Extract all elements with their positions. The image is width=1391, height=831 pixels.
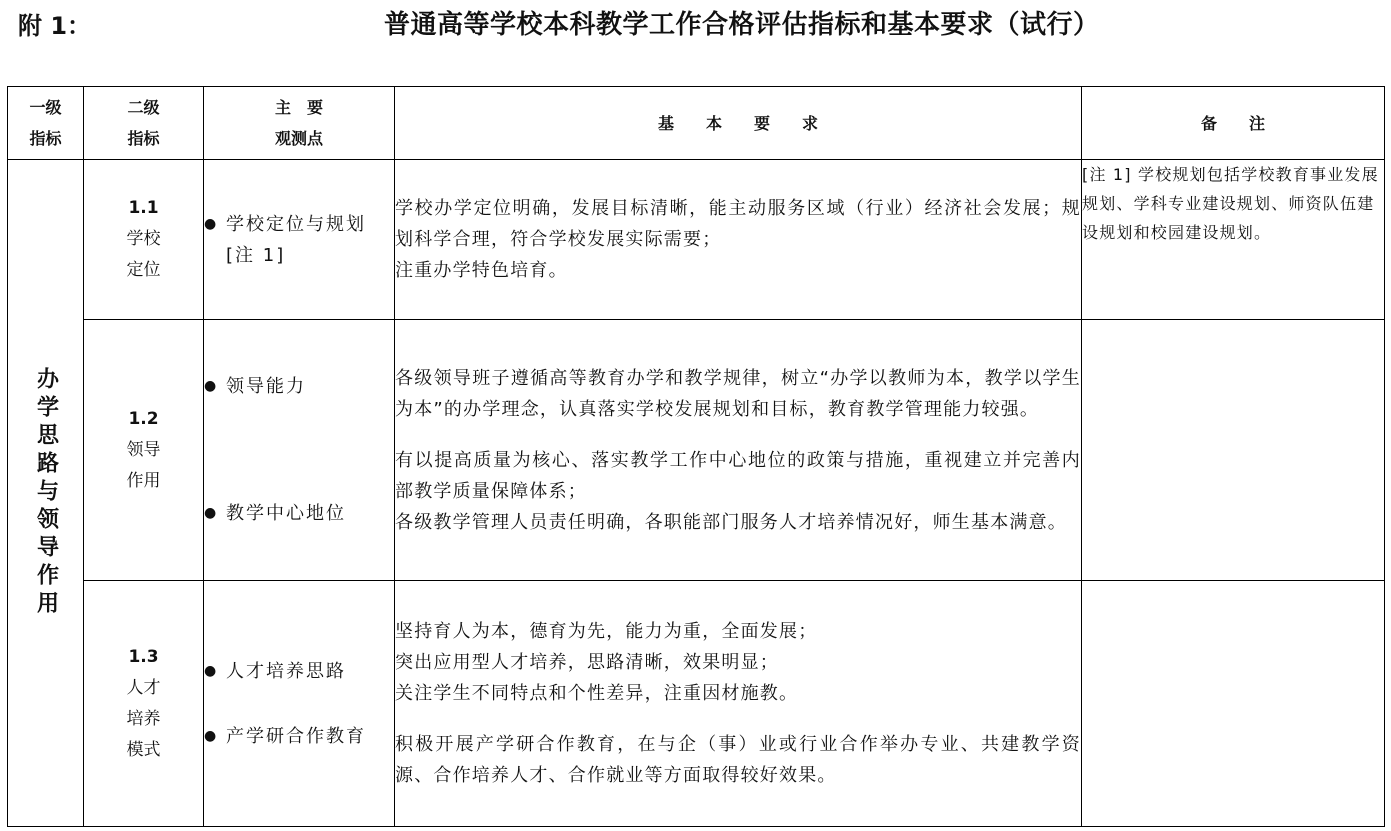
indicator-table [7,86,1385,827]
bullet-icon: ● [204,215,219,232]
level2-name-line: 定位 [126,260,161,280]
observation-cell [204,320,395,581]
requirement-cell [395,581,1082,827]
observation-text: 人才培养思路 [226,660,346,682]
level1-indicator: 办学思路与领导作用 [33,367,59,619]
level2-cell [84,160,204,320]
level2-name-line: 人才 [126,677,161,698]
requirement-paragraph: 积极开展产学研合作教育，在与企（事）业或行业合作举办专业、共建教学资源、合作培养人才、合作就业等方面取得较好效果。 [395,734,1081,786]
observation-item [204,498,394,529]
note-text: [注 1] 学校规划包括学校教育事业发展规划、学科专业建设规划、师资队伍建设规划和校园建设规划。 [1082,165,1379,242]
bullet-icon: ● [204,378,219,394]
bullet-icon: ● [204,727,219,744]
requirement-paragraph: 突出应用型人才培养，思路清晰，效果明显； [395,652,779,673]
observation-text: 教学中心地位 [226,503,346,524]
requirement-paragraph: 各级教学管理人员责任明确，各职能部门服务人才培养情况好，师生基本满意。 [395,511,1067,533]
table-row [8,160,1385,320]
requirement-paragraph: 各级领导班子遵循高等教育办学和教学规律，树立“办学以教师为本，教学以学生为本”的办学理念，认真落实学校发展规划和目标，教育教学管理能力较强。 [395,367,1081,420]
level2-name-line: 学校 [126,229,161,249]
note-cell [1082,581,1385,827]
header-level2-line2: 指标 [127,129,160,148]
bullet-icon: ● [204,662,219,679]
table-row [8,581,1385,827]
level2-cell [84,320,204,581]
requirement-paragraph: 有以提高质量为核心、落实教学工作中心地位的政策与措施，重视建立并完善内部教学质量保障体系； [395,449,1081,502]
level2-code: 1.2 [128,408,159,429]
observation-cell [204,581,395,827]
note-cell [1082,160,1385,320]
header-observation-line2: 观测点 [274,129,323,148]
requirement-paragraph: 注重办学特色培育。 [395,260,568,281]
header-level2-line1: 二级 [127,98,160,117]
note-cell [1082,320,1385,581]
header-note: 备 注 [1082,87,1385,160]
header-level2 [84,87,204,160]
header-requirement: 基 本 要 求 [395,87,1082,160]
level2-name-line: 作用 [126,470,161,491]
requirement-paragraph: 学校办学定位明确，发展目标清晰，能主动服务区域（行业）经济社会发展；规划科学合理，符合学校发展实际需要； [395,198,1081,250]
requirement-cell [395,160,1082,320]
observation-item [204,209,394,271]
level2-name-line: 培养 [126,708,161,729]
observation-cell [204,160,395,320]
header-observation [204,87,395,160]
observation-item [204,656,394,687]
bullet-icon: ● [204,505,219,521]
observation-item [204,721,394,752]
observation-text: 产学研合作教育 [226,725,366,747]
level1-cell [8,160,84,827]
requirement-paragraph: 坚持育人为本，德育为先，能力为重，全面发展； [395,621,818,642]
requirement-paragraph: 关注学生不同特点和个性差异，注重因材施教。 [395,683,799,704]
observation-item [204,371,394,402]
observation-text: 领导能力 [226,376,306,397]
header-level1-line2: 指标 [29,129,62,148]
level2-cell [84,581,204,827]
document-title: 普通高等学校本科教学工作合格评估指标和基本要求（试行） [384,10,1100,40]
level2-code: 1.3 [128,646,159,667]
header-level1 [8,87,84,160]
table-row [8,320,1385,581]
level2-name-line: 领导 [126,439,161,460]
level2-name-line: 模式 [126,739,161,760]
header-observation-line1: 主 要 [274,98,323,117]
table-header-row [8,87,1385,160]
header-level1-line1: 一级 [29,98,62,117]
level2-code: 1.1 [128,198,159,218]
observation-text: 学校定位与规划[注 1] [226,213,366,266]
appendix-label: 附 1： [18,12,92,40]
requirement-cell [395,320,1082,581]
